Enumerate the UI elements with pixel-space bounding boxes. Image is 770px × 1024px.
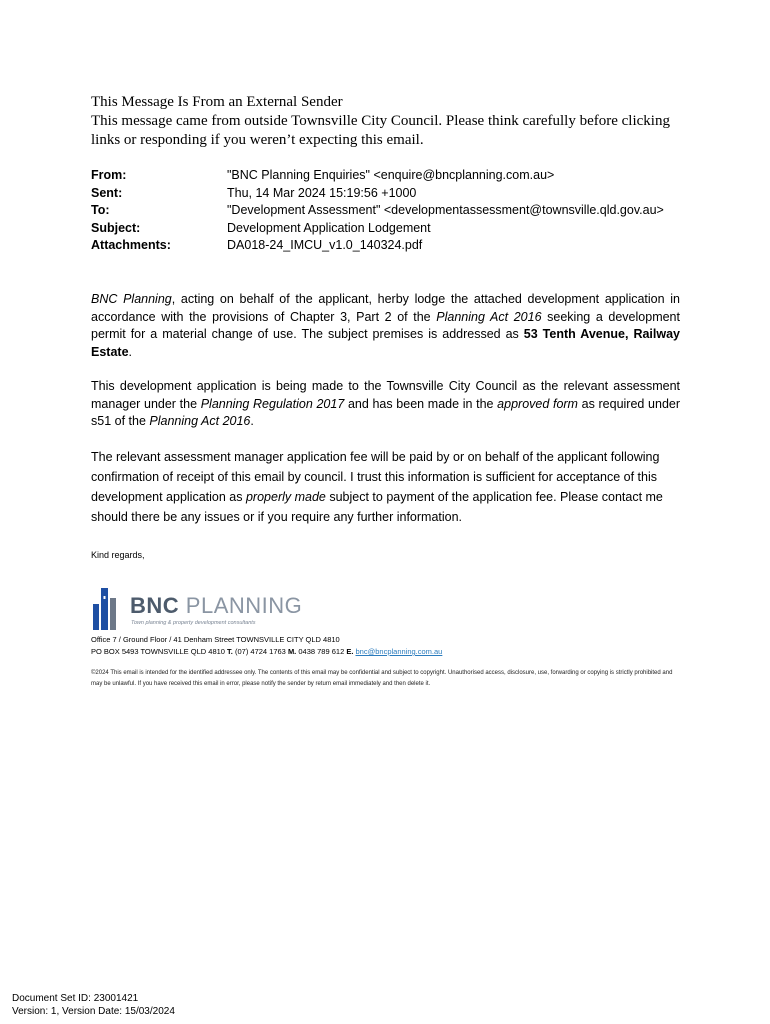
- logo-wordmark: [130, 594, 302, 618]
- text-run: This development application is being made to the Townsville City Council as the relevant assessment manager under the: [91, 379, 680, 411]
- text-run: .: [250, 414, 254, 428]
- header-value-to: "Development Assessment" <developmentassessment@townsville.qld.gov.au>: [227, 203, 664, 217]
- text-run: , acting on behalf of the applicant, herby lodge the attached development application in accordance with the provisions of Chapter 3, Part 2 of the: [91, 292, 680, 324]
- banner-title: This Message Is From an External Sender: [91, 94, 343, 110]
- header-row-sent: [91, 185, 711, 203]
- text-run: .: [128, 344, 133, 359]
- po-box: PO BOX 5493 TOWNSVILLE QLD 4810: [91, 647, 228, 656]
- approved-form: approved form: [497, 396, 578, 411]
- premises-address: 53 Tenth Avenue, Railway Estate: [91, 327, 680, 359]
- act-name: Planning Act 2016: [149, 414, 251, 428]
- body-paragraph-3: [91, 447, 680, 527]
- header-value-from: "BNC Planning Enquiries" <enquire@bncplanning.com.au>: [227, 168, 555, 182]
- banner-line-1: This message came from outside Townsville City Council. Please think carefully before clicking: [91, 113, 670, 129]
- mobile-label: M.: [287, 647, 297, 656]
- body-paragraph-1: [91, 291, 680, 361]
- header-value-subject: Development Application Lodgement: [227, 220, 431, 235]
- text-run: and has been made in the: [344, 396, 498, 411]
- contact-details: [91, 647, 442, 657]
- header-label: Subject:: [91, 220, 141, 235]
- logo-tagline: Town planning & property development consultants: [131, 620, 256, 626]
- header-value-sent: Thu, 14 Mar 2024 15:19:56 +1000: [227, 185, 417, 200]
- header-label: Attachments:: [91, 238, 171, 252]
- logo-planning: PLANNING: [185, 593, 303, 618]
- header-row-from: [91, 167, 711, 185]
- header-row-to: [91, 202, 711, 220]
- regulation-name: Planning Regulation 2017: [200, 396, 345, 411]
- document-footer: [12, 993, 175, 1018]
- text-run: subject to payment of the application fee. Please contact me should there be any issues or if you require any further information.: [91, 490, 663, 524]
- closing-regards: Kind regards,: [91, 550, 145, 560]
- document-version: Version: 1, Version Date: 15/03/2024: [12, 1005, 175, 1017]
- text-run: The relevant assessment manager application fee will be paid by or on behalf of the applicant following confirmation of receipt of this email by council. I trust this information is sufficient for acceptance of this development application as: [91, 450, 660, 504]
- header-row-subject: [91, 220, 711, 238]
- external-sender-banner: [91, 93, 691, 150]
- text-run: as required under s51 of the: [91, 396, 681, 428]
- text-run: seeking a development permit for a material change of use. The subject premises is addressed as: [91, 309, 680, 341]
- banner-line-2: links or responding if you weren’t expecting this email.: [91, 132, 424, 148]
- document-set-id: Document Set ID: 23001421: [12, 993, 139, 1004]
- header-label: Sent:: [91, 185, 123, 200]
- bnc-logo-mark-icon: [92, 586, 120, 630]
- act-name: Planning Act 2016: [436, 309, 542, 324]
- company-name: BNC Planning: [91, 292, 172, 306]
- mobile-number: 0438 789 612: [296, 647, 347, 656]
- body-paragraph-2: [91, 378, 680, 431]
- logo-bnc: BNC: [130, 593, 180, 618]
- header-label: To:: [91, 203, 110, 217]
- email-label: E.: [346, 647, 354, 656]
- email-headers: [91, 167, 711, 255]
- header-row-attachments: [91, 237, 711, 255]
- email-disclaimer: ©2024 This email is intended for the identified addressee only. The contents of this email may be confidential and subject to copyright. Unauthorised access, disclosure, use, forwarding or copying is strictly prohibited and may be unlawful. If you have received this email in error, please notify the sender by return email immediately and then delete it.: [91, 670, 673, 687]
- properly-made: properly made: [245, 490, 326, 504]
- office-address: Office 7 / Ground Floor / 41 Denham Street TOWNSVILLE CITY QLD 4810: [91, 635, 340, 644]
- bnc-planning-logo: [92, 586, 352, 630]
- phone-label: T.: [227, 647, 233, 656]
- signature-email-link[interactable]: bnc@bncplanning.com.au: [355, 647, 443, 656]
- phone-number: (07) 4724 1763: [232, 647, 288, 656]
- header-label: From:: [91, 168, 127, 182]
- attachment-link[interactable]: DA018-24_IMCU_v1.0_140324.pdf: [227, 238, 423, 252]
